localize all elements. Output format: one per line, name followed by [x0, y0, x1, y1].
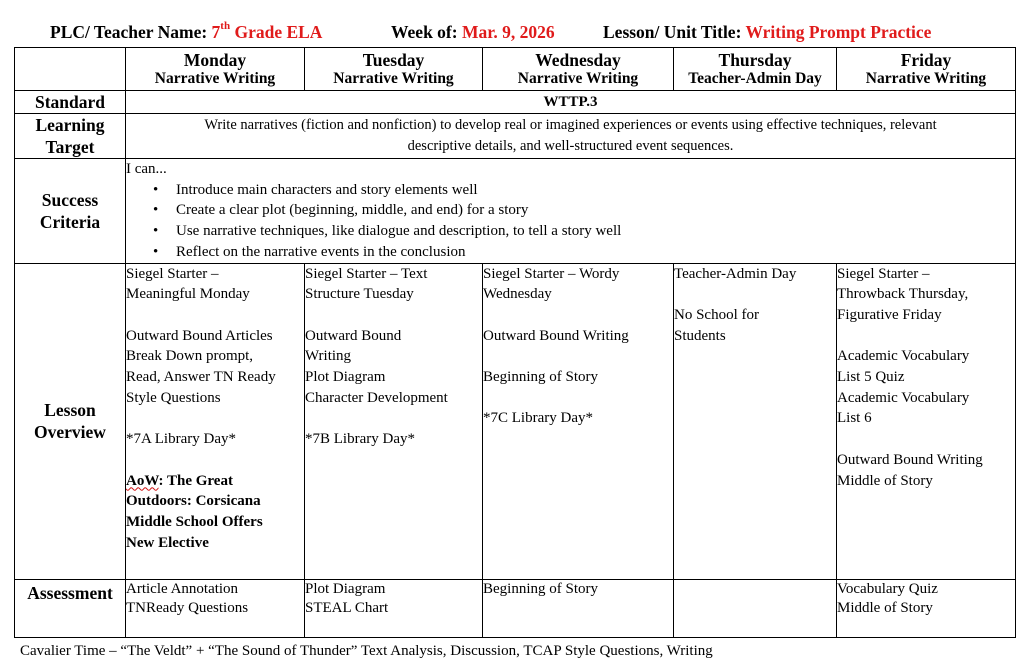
teacher-name-field: [50, 22, 322, 43]
success-criteria-label: Success Criteria: [15, 159, 126, 264]
teacher-name-value: 7th Grade ELA: [211, 20, 323, 42]
lesson-title-label: Lesson/ Unit Title:: [603, 22, 746, 42]
success-criteria-list: [126, 180, 1015, 263]
list-item: • Create a clear plot (beginning, middle, and end) for a story: [176, 200, 1015, 221]
learning-target-row: [15, 114, 1016, 159]
learning-target-label: Learning Target: [15, 114, 126, 159]
lesson-plan-table: [14, 47, 1016, 638]
cavalier-time-footer: Cavalier Time – “The Veldt” + “The Sound of Thunder” Text Analysis, Discussion, TCAP Style Questions, Writing: [20, 643, 713, 659]
week-value: Mar. 9, 2026: [461, 22, 555, 42]
week-label: Week of:: [391, 22, 462, 42]
lesson-title-value: Writing Prompt Practice: [745, 22, 932, 42]
standard-label: Standard: [15, 91, 126, 114]
lesson-monday: Siegel Starter – Meaningful Monday Outward Bound Articles Break Down prompt, Read, Answer TN Ready Style Questions *7A Library Day* AoW: The Great Outdoors: Corsicana Middle School Offers New Elective: [126, 263, 305, 579]
day-header-friday: Friday Narrative Writing: [837, 48, 1016, 91]
day-header-wednesday: Wednesday Narrative Writing: [483, 48, 674, 91]
day-header-row: [15, 48, 1016, 91]
assessment-tuesday: Plot Diagram STEAL Chart: [305, 579, 483, 637]
list-item: • Use narrative techniques, like dialogue and description, to tell a story well: [176, 221, 1015, 242]
list-item: • Reflect on the narrative events in the conclusion: [176, 242, 1015, 263]
standard-row: [15, 91, 1016, 114]
lesson-thursday: Teacher-Admin Day No School for Students: [674, 263, 837, 579]
week-field: [391, 22, 555, 43]
teacher-name-label: PLC/ Teacher Name:: [50, 22, 212, 42]
page-header: [0, 22, 1029, 44]
lesson-tuesday: Siegel Starter – Text Structure Tuesday Outward Bound Writing Plot Diagram Character Development *7B Library Day*: [305, 263, 483, 579]
assessment-row: [15, 579, 1016, 637]
lesson-overview-row: [15, 263, 1016, 579]
lesson-friday: Siegel Starter – Throwback Thursday, Figurative Friday Academic Vocabulary List 5 Quiz Academic Vocabulary List 6 Outward Bound Writing Middle of Story: [837, 263, 1016, 579]
day-header-tuesday: Tuesday Narrative Writing: [305, 48, 483, 91]
assessment-monday: Article Annotation TNReady Questions: [126, 579, 305, 637]
lesson-title-field: [603, 22, 931, 43]
learning-target-text: Write narratives (fiction and nonfiction) to develop real or imagined experiences or events using effective techniques, relevant descriptive details, and well-structured event sequences.: [126, 114, 1016, 159]
standard-value: WTTP.3: [126, 91, 1016, 114]
success-criteria-content: [126, 159, 1016, 264]
assessment-thursday: [674, 579, 837, 637]
list-item: • Introduce main characters and story elements well: [176, 180, 1015, 201]
lesson-wednesday: Siegel Starter – Wordy Wednesday Outward Bound Writing Beginning of Story *7C Library Day*: [483, 263, 674, 579]
day-header-thursday: Thursday Teacher-Admin Day: [674, 48, 837, 91]
assessment-label: Assessment: [15, 579, 126, 637]
assessment-wednesday: Beginning of Story: [483, 579, 674, 637]
success-intro: I can...: [126, 161, 167, 177]
lesson-overview-label: Lesson Overview: [15, 263, 126, 579]
assessment-friday: Vocabulary Quiz Middle of Story: [837, 579, 1016, 637]
article-of-week: AoW: The Great: [126, 472, 233, 489]
success-criteria-row: [15, 159, 1016, 264]
day-header-monday: Monday Narrative Writing: [126, 48, 305, 91]
corner-cell: [15, 48, 126, 91]
